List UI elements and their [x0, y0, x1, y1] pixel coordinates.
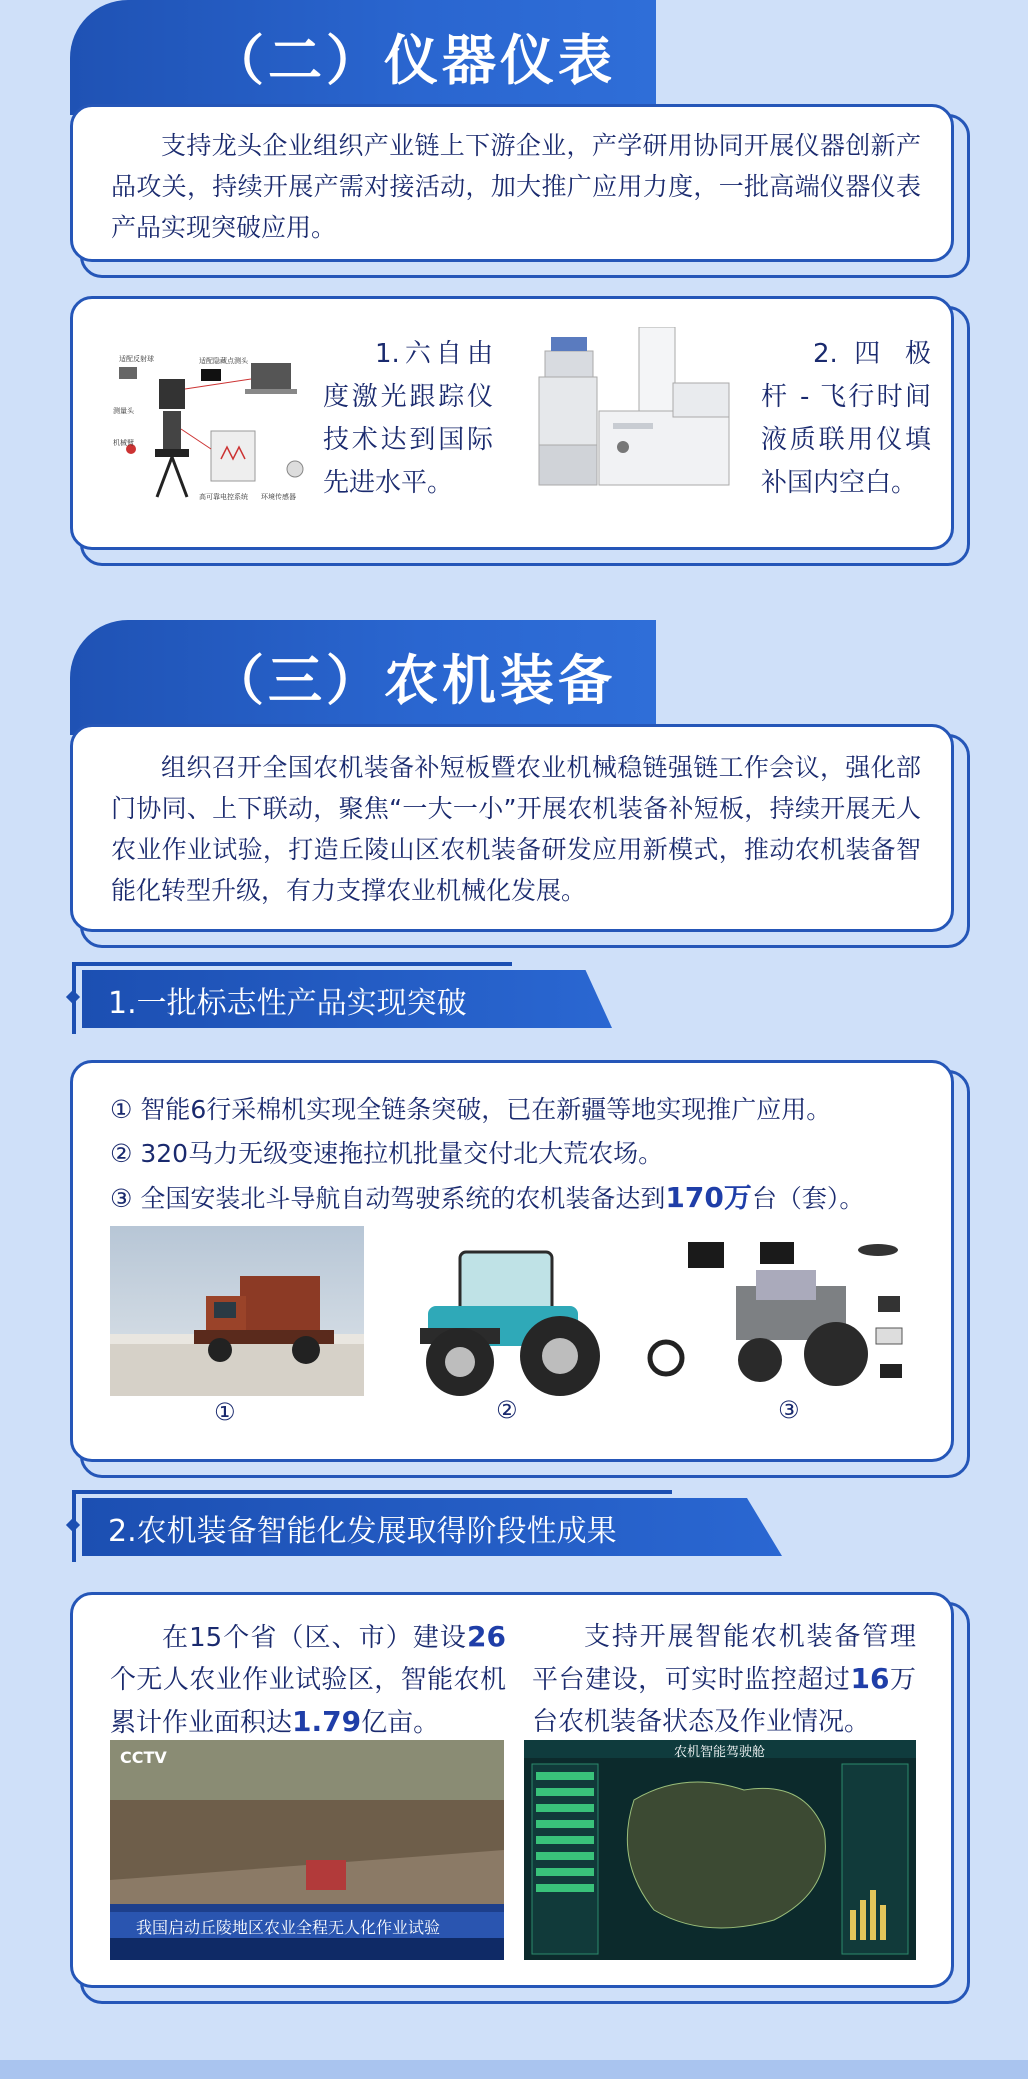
section-title: （二）仪器仪表 [210, 29, 616, 92]
svg-text:机械臂: 机械臂 [113, 439, 134, 447]
subsection-banner [72, 962, 632, 1030]
image-caption: ② [496, 1396, 518, 1424]
left-achievement-text: 在15个省（区、市）建设26个无人农业作业试验区，智能农机累计作业面积达1.79亿亩。 [110, 1620, 506, 1738]
laser-tracker-image [111, 349, 311, 501]
dashboard-title: 农机智能驾驶舱 [674, 1745, 766, 1760]
instruments-card [70, 296, 954, 550]
intro-card [70, 104, 954, 262]
product-bullet-2: ② 320马力无级变速拖拉机批量交付北大荒农场。 [110, 1139, 664, 1168]
right-achievement-text: 支持开展智能农机装备管理平台建设，可实时监控超过16万台农机装备状态及作业情况。 [532, 1622, 916, 1737]
tv-logo: CCTV [120, 1748, 167, 1767]
subsection-title: 1.一批标志性产品实现突破 [108, 986, 467, 1021]
highlight-number: 16 [850, 1662, 890, 1695]
mass-spectrometer-image [533, 327, 733, 491]
section-header-tab [70, 0, 656, 115]
dashboard-image [524, 1740, 916, 1960]
tv-headline: 我国启动丘陵地区农业全程无人化作业试验 [136, 1918, 441, 1937]
image-caption: ① [214, 1398, 236, 1426]
svg-text:适配隐藏点测头: 适配隐藏点测头 [199, 357, 248, 365]
highlight-number: 170万 [665, 1181, 752, 1214]
instrument-item-2: 2. 四 极杆 - 飞行时间液质联用仪填补国内空白。 [761, 339, 931, 498]
intro-text: 组织召开全国农机装备补短板暨农业机械稳链强链工作会议，强化部门协同、上下联动，聚焦“一大一小”开展农机装备补短板，持续开展无人农业作业试验，打造丘陵山区农机装备研发应用新模式，推动农机装备智能化转型升级，有力支撑农业机械化发展。 [111, 753, 921, 905]
highlight-number: 1.79 [292, 1705, 362, 1738]
product-bullet-3: ③ 全国安装北斗导航自动驾驶系统的农机装备达到170万台（套）。 [110, 1181, 865, 1214]
section-title: （三）农机装备 [210, 649, 616, 712]
auto-drive-system-image [640, 1236, 916, 1396]
bottom-band [0, 2060, 1028, 2079]
instrument-item-1: 1.六自由度激光跟踪仪技术达到国际先进水平。 [323, 339, 493, 498]
svg-text:高可靠电控系统: 高可靠电控系统 [199, 493, 248, 501]
tractor-image [400, 1232, 610, 1400]
section-header-tab [70, 620, 656, 735]
news-video-image [110, 1740, 504, 1960]
cotton-picker-image [110, 1226, 364, 1396]
subsection-title: 2.农机装备智能化发展取得阶段性成果 [108, 1514, 617, 1549]
highlight-number: 26 [467, 1620, 506, 1653]
intro-text: 支持龙头企业组织产业链上下游企业，产学研用协同开展仪器创新产品攻关，持续开展产需对接活动，加大推广应用力度，一批高端仪器仪表产品实现突破应用。 [111, 131, 921, 242]
svg-text:环境传感器: 环境传感器 [261, 493, 296, 501]
product-bullet-1: ① 智能6行采棉机实现全链条突破，已在新疆等地实现推广应用。 [110, 1095, 832, 1124]
subsection-banner [72, 1490, 792, 1558]
svg-text:测量头: 测量头 [113, 407, 134, 415]
svg-text:适配反射球: 适配反射球 [119, 355, 154, 363]
image-caption: ③ [778, 1396, 800, 1424]
intro-card [70, 724, 954, 932]
